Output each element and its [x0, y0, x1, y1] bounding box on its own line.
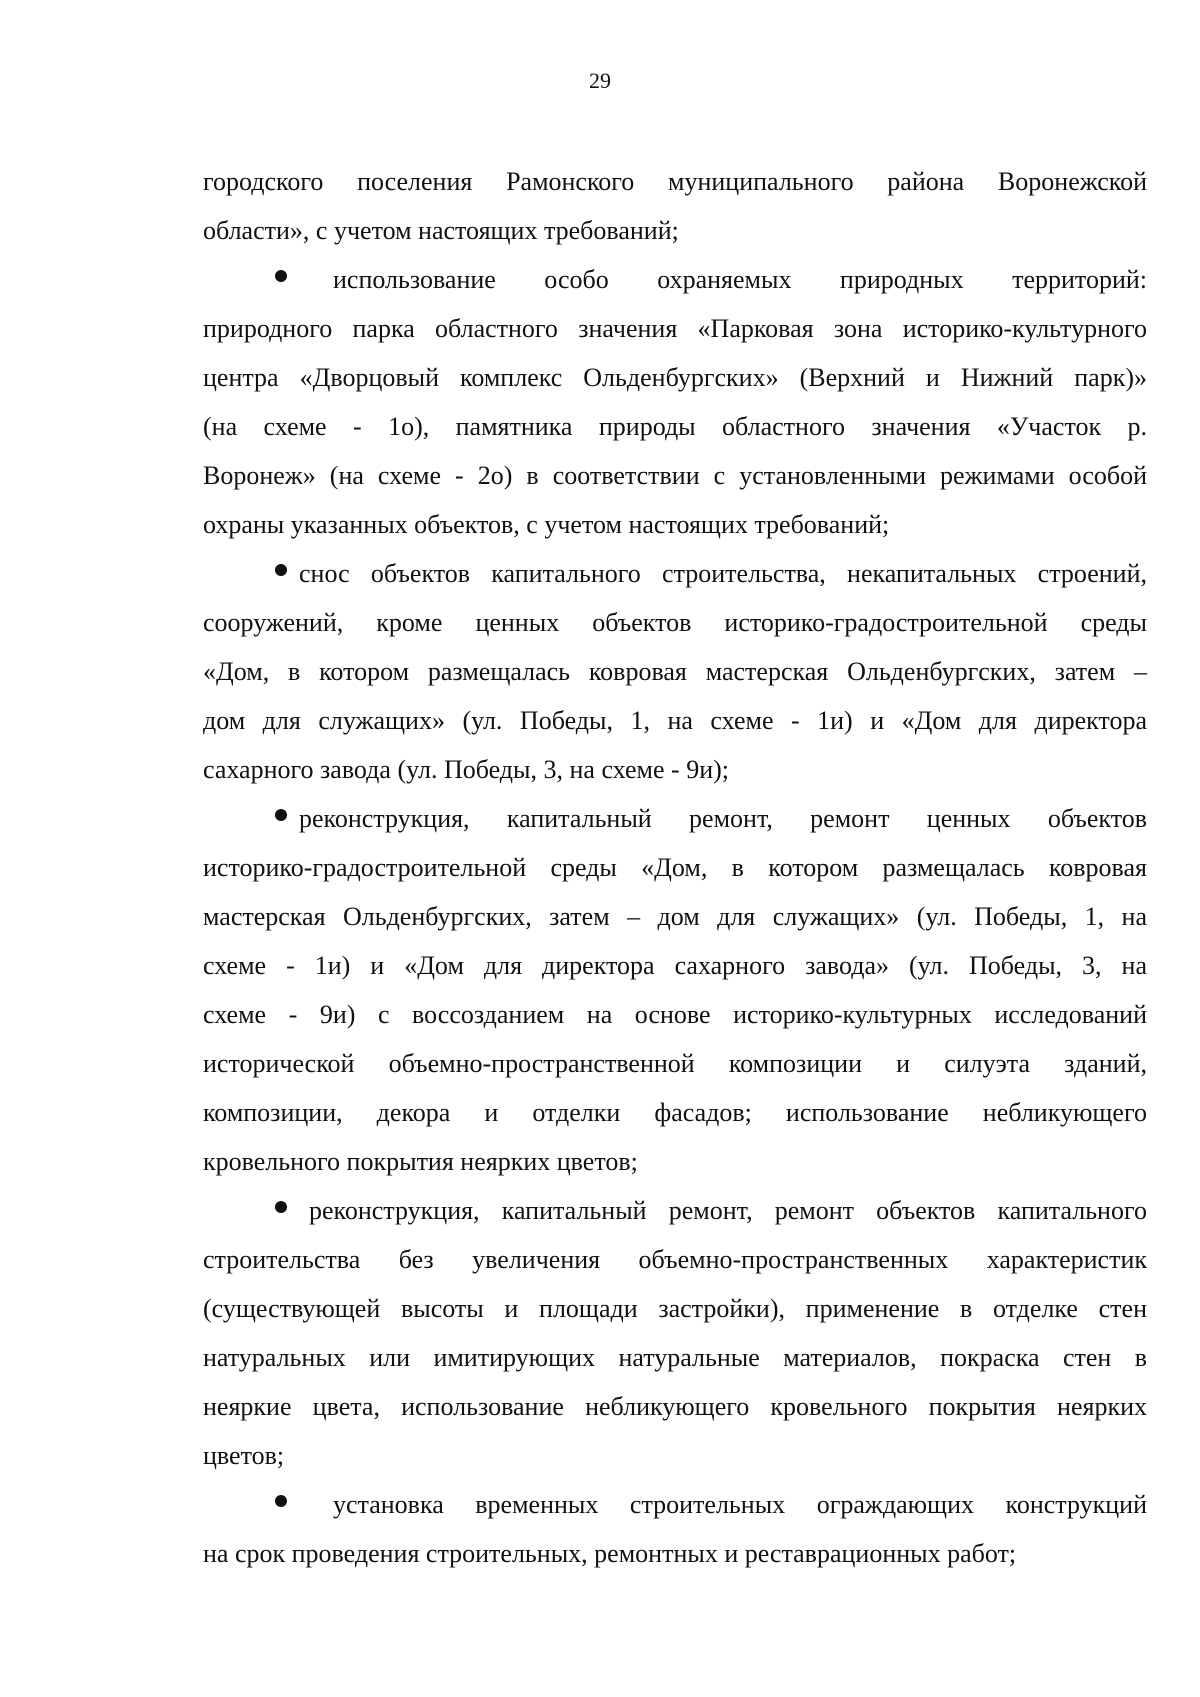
text-line: городского поселения Рамонского муниципального района Воронежской	[203, 167, 1147, 196]
bullet-icon	[275, 809, 287, 821]
text-line: сооружений, кроме ценных объектов историко-градостроительной среды	[203, 608, 1147, 637]
text-line: схеме - 9и) с воссозданием на основе историко-культурных исследований	[203, 1000, 1147, 1029]
text-line: натуральных или имитирующих натуральные материалов, покраска стен в	[203, 1343, 1147, 1372]
bullet-icon	[275, 1201, 287, 1213]
text-line: кровельного покрытия неярких цветов;	[203, 1147, 638, 1176]
text-line: реконструкция, капитальный ремонт, ремонт объектов капитального	[309, 1196, 1147, 1225]
text-line: «Дом, в котором размещалась ковровая мастерская Ольденбургских, затем –	[203, 657, 1147, 686]
text-line: неяркие цвета, использование небликующего кровельного покрытия неярких	[203, 1392, 1147, 1421]
text-line: историко-градостроительной среды «Дом, в котором размещалась ковровая	[203, 853, 1147, 882]
text-line: охраны указанных объектов, с учетом настоящих требований;	[203, 510, 890, 539]
bullet-item-protected-territories	[203, 255, 1147, 549]
bullet-item-temporary-fencing	[203, 1480, 1147, 1578]
text-line: природного парка областного значения «Парковая зона историко-культурного	[203, 314, 1147, 343]
text-line: дом для служащих» (ул. Победы, 1, на схеме - 1и) и «Дом для директора	[203, 706, 1147, 735]
text-line: (на схеме - 1о), памятника природы областного значения «Участок р.	[203, 412, 1147, 441]
text-line: сахарного завода (ул. Победы, 3, на схеме - 9и);	[203, 755, 729, 784]
text-line: схеме - 1и) и «Дом для директора сахарного завода» (ул. Победы, 3, на	[203, 951, 1147, 980]
text-line: использование особо охраняемых природных территорий:	[333, 265, 1147, 294]
paragraph-continuation	[203, 157, 1147, 255]
text-line: исторической объемно-пространственной композиции и силуэта зданий,	[203, 1049, 1147, 1078]
text-line: области», с учетом настоящих требований;	[203, 216, 679, 245]
bullet-icon	[275, 270, 287, 282]
text-line: мастерская Ольденбургских, затем – дом для служащих» (ул. Победы, 1, на	[203, 902, 1147, 931]
text-line: реконструкция, капитальный ремонт, ремонт ценных объектов	[299, 804, 1147, 833]
text-line: строительства без увеличения объемно-пространственных характеристик	[203, 1245, 1147, 1274]
bullet-item-capital-construction-repair	[203, 1186, 1147, 1480]
bullet-item-valuable-objects-reconstruction	[203, 794, 1147, 1186]
text-line: цветов;	[203, 1441, 285, 1470]
text-line: (существующей высоты и площади застройки), применение в отделке стен	[203, 1294, 1147, 1323]
bullet-icon	[275, 1495, 287, 1507]
document-body	[203, 157, 1147, 1578]
page-number: 29	[589, 68, 611, 93]
bullet-item-demolition	[203, 549, 1147, 794]
text-line: центра «Дворцовый комплекс Ольденбургских» (Верхний и Нижний парк)»	[203, 363, 1147, 392]
bullet-icon	[275, 564, 287, 576]
text-line: снос объектов капитального строительства, некапитальных строений,	[299, 559, 1147, 588]
text-line: на срок проведения строительных, ремонтных и реставрационных работ;	[203, 1539, 1017, 1568]
text-line: композиции, декора и отделки фасадов; использование небликующего	[203, 1098, 1147, 1127]
text-line: установка временных строительных ограждающих конструкций	[333, 1490, 1147, 1519]
text-line: Воронеж» (на схеме - 2о) в соответствии с установленными режимами особой	[203, 461, 1147, 490]
